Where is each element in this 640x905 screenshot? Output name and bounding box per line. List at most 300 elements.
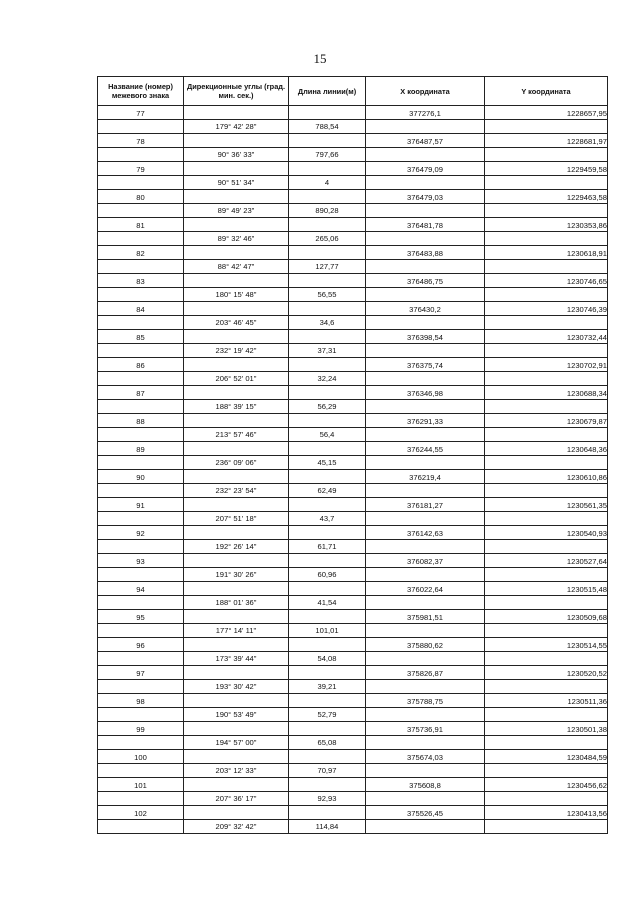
empty-cell	[98, 764, 184, 778]
directional-angle: 90° 51' 34"	[184, 176, 289, 190]
x-coordinate: 376479,03	[366, 190, 485, 204]
point-number: 87	[98, 386, 184, 400]
point-number: 89	[98, 442, 184, 456]
point-row	[98, 274, 608, 288]
empty-cell	[366, 400, 485, 414]
empty-cell	[366, 624, 485, 638]
empty-cell	[184, 582, 289, 596]
segment-row	[98, 736, 608, 750]
directional-angle: 188° 39' 15"	[184, 400, 289, 414]
segment-row	[98, 596, 608, 610]
line-length: 92,93	[289, 792, 366, 806]
point-number: 79	[98, 162, 184, 176]
empty-cell	[98, 792, 184, 806]
empty-cell	[366, 204, 485, 218]
y-coordinate: 1230648,36	[485, 442, 608, 456]
x-coordinate: 376481,78	[366, 218, 485, 232]
empty-cell	[184, 470, 289, 484]
empty-cell	[485, 316, 608, 330]
y-coordinate: 1230456,62	[485, 778, 608, 792]
empty-cell	[98, 316, 184, 330]
empty-cell	[289, 246, 366, 260]
empty-cell	[485, 232, 608, 246]
point-row	[98, 638, 608, 652]
x-coordinate: 376430,2	[366, 302, 485, 316]
empty-cell	[98, 512, 184, 526]
segment-row	[98, 204, 608, 218]
point-row	[98, 582, 608, 596]
point-number: 95	[98, 610, 184, 624]
empty-cell	[98, 428, 184, 442]
empty-cell	[366, 764, 485, 778]
empty-cell	[98, 568, 184, 582]
line-length: 34,6	[289, 316, 366, 330]
x-coordinate: 375880,62	[366, 638, 485, 652]
empty-cell	[289, 750, 366, 764]
segment-row	[98, 680, 608, 694]
point-number: 81	[98, 218, 184, 232]
header-y: Y координата	[485, 77, 608, 106]
table-header-row	[98, 77, 608, 106]
empty-cell	[98, 736, 184, 750]
empty-cell	[485, 680, 608, 694]
empty-cell	[366, 792, 485, 806]
point-row	[98, 106, 608, 120]
directional-angle: 177° 14' 11"	[184, 624, 289, 638]
directional-angle: 89° 32' 46"	[184, 232, 289, 246]
empty-cell	[184, 498, 289, 512]
y-coordinate: 1230511,36	[485, 694, 608, 708]
empty-cell	[98, 260, 184, 274]
segment-row	[98, 512, 608, 526]
y-coordinate: 1230746,65	[485, 274, 608, 288]
empty-cell	[184, 218, 289, 232]
directional-angle: 191° 30' 26"	[184, 568, 289, 582]
line-length: 62,49	[289, 484, 366, 498]
x-coordinate: 376483,88	[366, 246, 485, 260]
line-length: 52,79	[289, 708, 366, 722]
x-coordinate: 376487,57	[366, 134, 485, 148]
segment-row	[98, 456, 608, 470]
empty-cell	[184, 106, 289, 120]
directional-angle: 193° 30' 42"	[184, 680, 289, 694]
empty-cell	[289, 526, 366, 540]
directional-angle: 206° 52' 01"	[184, 372, 289, 386]
empty-cell	[98, 120, 184, 134]
empty-cell	[98, 540, 184, 554]
y-coordinate: 1230514,55	[485, 638, 608, 652]
empty-cell	[184, 302, 289, 316]
y-coordinate: 1229463,58	[485, 190, 608, 204]
line-length: 65,08	[289, 736, 366, 750]
point-row	[98, 526, 608, 540]
segment-row	[98, 764, 608, 778]
x-coordinate: 376022,64	[366, 582, 485, 596]
directional-angle: 188° 01' 36"	[184, 596, 289, 610]
empty-cell	[184, 638, 289, 652]
segment-row	[98, 344, 608, 358]
empty-cell	[366, 120, 485, 134]
point-number: 77	[98, 106, 184, 120]
empty-cell	[289, 274, 366, 288]
point-row	[98, 470, 608, 484]
segment-row	[98, 288, 608, 302]
table-body	[98, 106, 608, 834]
empty-cell	[184, 414, 289, 428]
point-row	[98, 498, 608, 512]
directional-angle: 203° 12' 33"	[184, 764, 289, 778]
line-length: 797,66	[289, 148, 366, 162]
empty-cell	[366, 820, 485, 834]
y-coordinate: 1230679,87	[485, 414, 608, 428]
empty-cell	[184, 750, 289, 764]
x-coordinate: 376375,74	[366, 358, 485, 372]
empty-cell	[184, 330, 289, 344]
line-length: 41,54	[289, 596, 366, 610]
empty-cell	[184, 666, 289, 680]
empty-cell	[289, 498, 366, 512]
empty-cell	[289, 806, 366, 820]
point-row	[98, 554, 608, 568]
y-coordinate: 1230732,44	[485, 330, 608, 344]
point-row	[98, 358, 608, 372]
point-number: 101	[98, 778, 184, 792]
x-coordinate: 375736,91	[366, 722, 485, 736]
empty-cell	[184, 386, 289, 400]
point-number: 78	[98, 134, 184, 148]
x-coordinate: 375526,45	[366, 806, 485, 820]
line-length: 56,29	[289, 400, 366, 414]
empty-cell	[289, 722, 366, 736]
empty-cell	[289, 358, 366, 372]
empty-cell	[184, 778, 289, 792]
empty-cell	[366, 148, 485, 162]
empty-cell	[366, 512, 485, 526]
line-length: 890,28	[289, 204, 366, 218]
y-coordinate: 1230353,86	[485, 218, 608, 232]
segment-row	[98, 652, 608, 666]
point-row	[98, 386, 608, 400]
directional-angle: 192° 26' 14"	[184, 540, 289, 554]
header-length: Длина линии(м)	[289, 77, 366, 106]
empty-cell	[485, 484, 608, 498]
empty-cell	[366, 568, 485, 582]
header-name: Название (номер) межевого знака	[98, 77, 184, 106]
point-number: 94	[98, 582, 184, 596]
line-length: 4	[289, 176, 366, 190]
point-number: 82	[98, 246, 184, 260]
empty-cell	[289, 302, 366, 316]
point-number: 88	[98, 414, 184, 428]
directional-angle: 207° 36' 17"	[184, 792, 289, 806]
segment-row	[98, 372, 608, 386]
empty-cell	[289, 470, 366, 484]
empty-cell	[98, 484, 184, 498]
x-coordinate: 377276,1	[366, 106, 485, 120]
empty-cell	[98, 148, 184, 162]
line-length: 70,97	[289, 764, 366, 778]
x-coordinate: 375674,03	[366, 750, 485, 764]
segment-row	[98, 232, 608, 246]
empty-cell	[98, 204, 184, 218]
empty-cell	[485, 288, 608, 302]
empty-cell	[366, 372, 485, 386]
empty-cell	[485, 176, 608, 190]
line-length: 127,77	[289, 260, 366, 274]
line-length: 101,01	[289, 624, 366, 638]
empty-cell	[289, 106, 366, 120]
y-coordinate: 1230618,91	[485, 246, 608, 260]
empty-cell	[366, 316, 485, 330]
y-coordinate: 1228657,95	[485, 106, 608, 120]
line-length: 60,96	[289, 568, 366, 582]
empty-cell	[366, 232, 485, 246]
line-length: 43,7	[289, 512, 366, 526]
empty-cell	[289, 694, 366, 708]
point-number: 80	[98, 190, 184, 204]
x-coordinate: 376398,54	[366, 330, 485, 344]
directional-angle: 173° 39' 44"	[184, 652, 289, 666]
empty-cell	[485, 260, 608, 274]
y-coordinate: 1230501,38	[485, 722, 608, 736]
y-coordinate: 1228681,97	[485, 134, 608, 148]
line-length: 54,08	[289, 652, 366, 666]
point-row	[98, 722, 608, 736]
point-number: 91	[98, 498, 184, 512]
segment-row	[98, 484, 608, 498]
directional-angle: 236° 09' 06"	[184, 456, 289, 470]
y-coordinate: 1230540,93	[485, 526, 608, 540]
empty-cell	[98, 708, 184, 722]
directional-angle: 207° 51' 18"	[184, 512, 289, 526]
empty-cell	[485, 792, 608, 806]
empty-cell	[366, 540, 485, 554]
directional-angle: 90° 36' 33"	[184, 148, 289, 162]
point-row	[98, 162, 608, 176]
point-row	[98, 134, 608, 148]
x-coordinate: 376291,33	[366, 414, 485, 428]
y-coordinate: 1229459,58	[485, 162, 608, 176]
empty-cell	[289, 330, 366, 344]
empty-cell	[289, 386, 366, 400]
point-number: 90	[98, 470, 184, 484]
point-row	[98, 750, 608, 764]
segment-row	[98, 148, 608, 162]
empty-cell	[366, 260, 485, 274]
empty-cell	[485, 204, 608, 218]
y-coordinate: 1230413,56	[485, 806, 608, 820]
segment-row	[98, 708, 608, 722]
empty-cell	[485, 568, 608, 582]
empty-cell	[184, 274, 289, 288]
directional-angle: 194° 57' 00"	[184, 736, 289, 750]
point-row	[98, 190, 608, 204]
empty-cell	[98, 400, 184, 414]
x-coordinate: 375826,87	[366, 666, 485, 680]
y-coordinate: 1230515,48	[485, 582, 608, 596]
point-number: 86	[98, 358, 184, 372]
empty-cell	[366, 288, 485, 302]
directional-angle: 232° 19' 42"	[184, 344, 289, 358]
y-coordinate: 1230746,39	[485, 302, 608, 316]
directional-angle: 213° 57' 46"	[184, 428, 289, 442]
empty-cell	[98, 176, 184, 190]
empty-cell	[289, 218, 366, 232]
segment-row	[98, 428, 608, 442]
empty-cell	[289, 414, 366, 428]
point-row	[98, 778, 608, 792]
empty-cell	[289, 134, 366, 148]
empty-cell	[366, 708, 485, 722]
segment-row	[98, 316, 608, 330]
directional-angle: 88° 42' 47"	[184, 260, 289, 274]
x-coordinate: 376486,75	[366, 274, 485, 288]
segment-row	[98, 260, 608, 274]
line-length: 114,84	[289, 820, 366, 834]
header-angle: Дирекционные углы (град. мин. сек.)	[184, 77, 289, 106]
empty-cell	[366, 428, 485, 442]
point-number: 98	[98, 694, 184, 708]
empty-cell	[366, 680, 485, 694]
line-length: 788,54	[289, 120, 366, 134]
empty-cell	[485, 512, 608, 526]
empty-cell	[366, 456, 485, 470]
x-coordinate: 375608,8	[366, 778, 485, 792]
point-number: 93	[98, 554, 184, 568]
empty-cell	[485, 456, 608, 470]
empty-cell	[485, 540, 608, 554]
line-length: 39,21	[289, 680, 366, 694]
empty-cell	[184, 442, 289, 456]
point-number: 102	[98, 806, 184, 820]
point-number: 96	[98, 638, 184, 652]
empty-cell	[184, 694, 289, 708]
x-coordinate: 376219,4	[366, 470, 485, 484]
segment-row	[98, 176, 608, 190]
point-row	[98, 246, 608, 260]
line-length: 61,71	[289, 540, 366, 554]
y-coordinate: 1230520,52	[485, 666, 608, 680]
point-number: 92	[98, 526, 184, 540]
segment-row	[98, 400, 608, 414]
segment-row	[98, 792, 608, 806]
empty-cell	[184, 162, 289, 176]
y-coordinate: 1230561,35	[485, 498, 608, 512]
empty-cell	[184, 190, 289, 204]
empty-cell	[98, 288, 184, 302]
empty-cell	[98, 596, 184, 610]
segment-row	[98, 568, 608, 582]
directional-angle: 203° 46' 45"	[184, 316, 289, 330]
y-coordinate: 1230509,68	[485, 610, 608, 624]
empty-cell	[184, 246, 289, 260]
segment-row	[98, 540, 608, 554]
empty-cell	[184, 134, 289, 148]
empty-cell	[485, 764, 608, 778]
empty-cell	[98, 344, 184, 358]
page-number: 15	[313, 51, 327, 66]
segment-row	[98, 120, 608, 134]
line-length: 56,4	[289, 428, 366, 442]
empty-cell	[366, 736, 485, 750]
empty-cell	[98, 680, 184, 694]
y-coordinate: 1230527,64	[485, 554, 608, 568]
empty-cell	[485, 708, 608, 722]
empty-cell	[184, 358, 289, 372]
empty-cell	[485, 736, 608, 750]
empty-cell	[289, 442, 366, 456]
point-row	[98, 442, 608, 456]
y-coordinate: 1230484,59	[485, 750, 608, 764]
line-length: 265,06	[289, 232, 366, 246]
x-coordinate: 376479,09	[366, 162, 485, 176]
empty-cell	[289, 778, 366, 792]
y-coordinate: 1230702,91	[485, 358, 608, 372]
x-coordinate: 376181,27	[366, 498, 485, 512]
segment-row	[98, 820, 608, 834]
empty-cell	[485, 372, 608, 386]
empty-cell	[98, 232, 184, 246]
empty-cell	[366, 484, 485, 498]
directional-angle: 209° 32' 42"	[184, 820, 289, 834]
empty-cell	[366, 596, 485, 610]
x-coordinate: 375981,51	[366, 610, 485, 624]
empty-cell	[485, 652, 608, 666]
segment-row	[98, 624, 608, 638]
line-length: 56,55	[289, 288, 366, 302]
point-number: 83	[98, 274, 184, 288]
directional-angle: 232° 23' 54"	[184, 484, 289, 498]
empty-cell	[485, 344, 608, 358]
empty-cell	[184, 806, 289, 820]
point-row	[98, 330, 608, 344]
empty-cell	[485, 428, 608, 442]
empty-cell	[366, 176, 485, 190]
empty-cell	[289, 638, 366, 652]
empty-cell	[98, 624, 184, 638]
empty-cell	[98, 652, 184, 666]
empty-cell	[98, 456, 184, 470]
point-row	[98, 414, 608, 428]
empty-cell	[98, 372, 184, 386]
point-number: 85	[98, 330, 184, 344]
empty-cell	[98, 820, 184, 834]
empty-cell	[289, 582, 366, 596]
directional-angle: 179° 42' 28"	[184, 120, 289, 134]
empty-cell	[366, 652, 485, 666]
x-coordinate: 376082,37	[366, 554, 485, 568]
point-row	[98, 666, 608, 680]
empty-cell	[289, 610, 366, 624]
point-row	[98, 302, 608, 316]
empty-cell	[184, 610, 289, 624]
empty-cell	[289, 554, 366, 568]
line-length: 37,31	[289, 344, 366, 358]
empty-cell	[184, 554, 289, 568]
point-number: 84	[98, 302, 184, 316]
empty-cell	[485, 624, 608, 638]
directional-angle: 180° 15' 48"	[184, 288, 289, 302]
empty-cell	[289, 162, 366, 176]
y-coordinate: 1230610,86	[485, 470, 608, 484]
empty-cell	[485, 120, 608, 134]
directional-angle: 190° 53' 49"	[184, 708, 289, 722]
empty-cell	[485, 148, 608, 162]
header-x: X координата	[366, 77, 485, 106]
line-length: 32,24	[289, 372, 366, 386]
x-coordinate: 375788,75	[366, 694, 485, 708]
empty-cell	[485, 820, 608, 834]
